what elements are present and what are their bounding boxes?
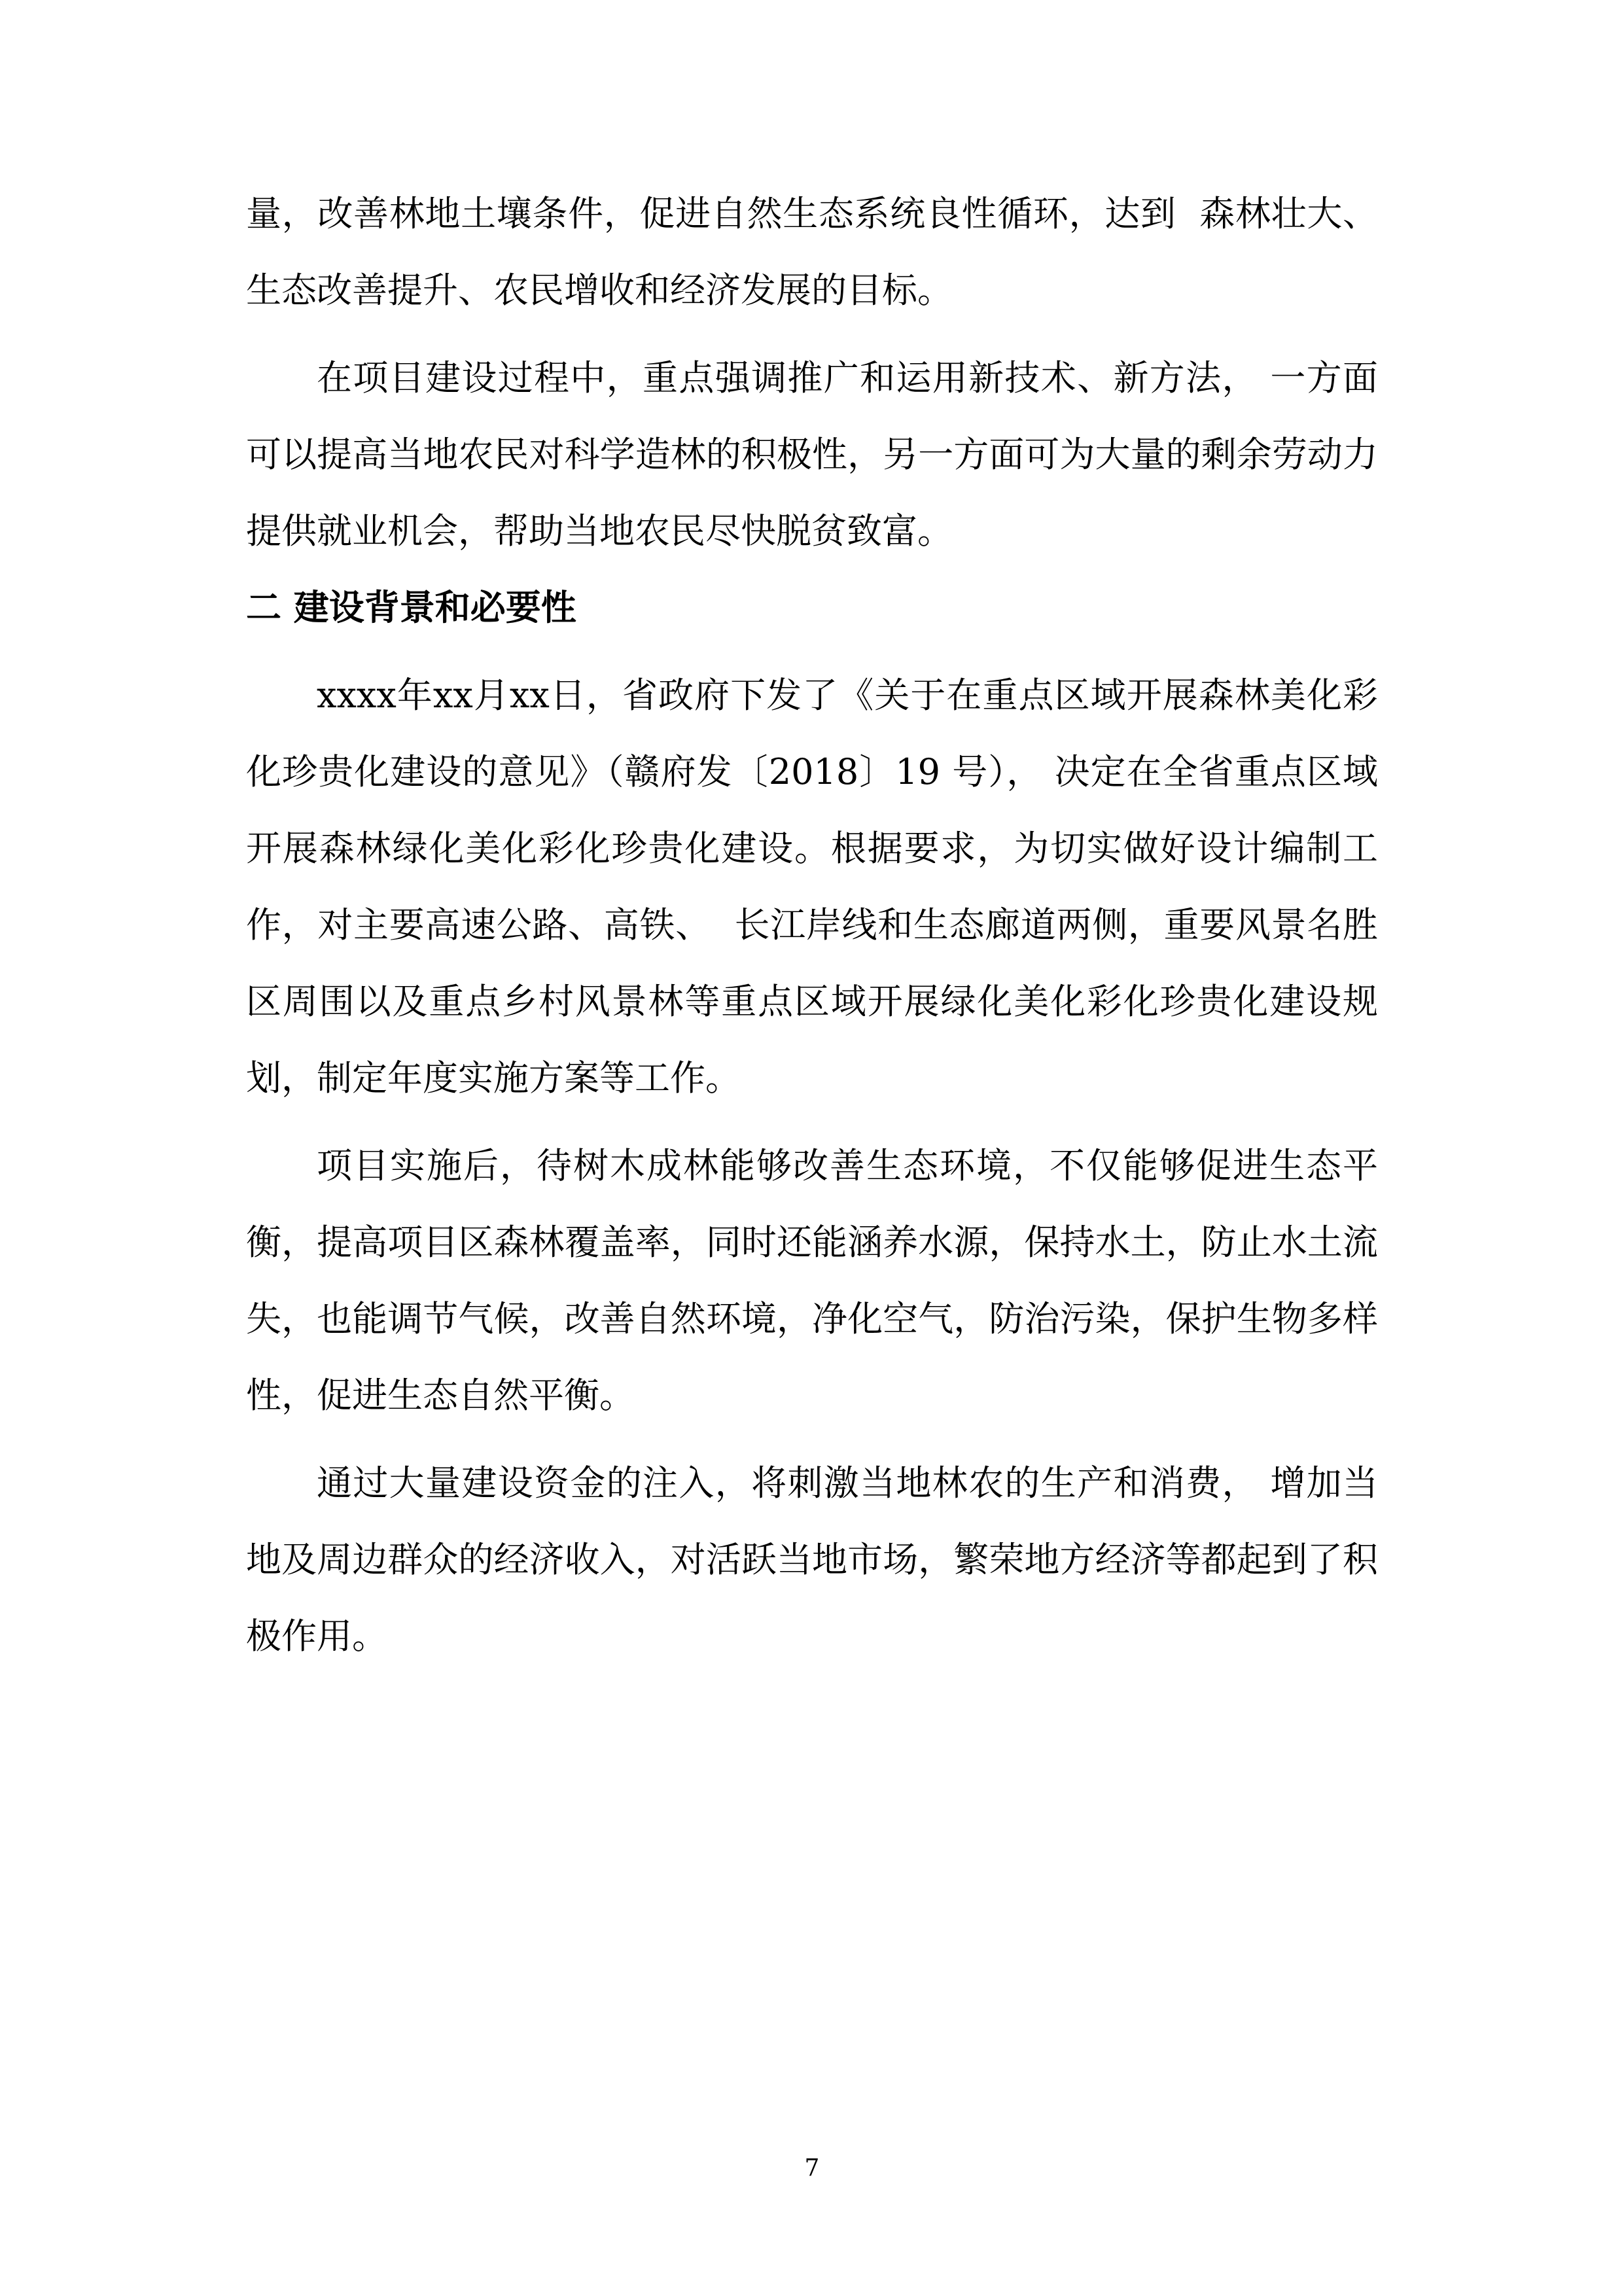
paragraph-ecological-benefits: 项目实施后，待树木成林能够改善生态环境，不仅能够促进生态平衡，提高项目区森林覆盖率，同时还能涵养水源，保持水土，防止水土流失，也能调节气候，改善自然环境，净化空气，防治污染，保护生物多样性，促进生态自然平衡。: [246, 1145, 1378, 1416]
section-heading: 二 建设背景和必要性: [246, 586, 576, 628]
paragraph-continued: 量，改善林地土壤条件，促进自然生态系统良性循环，达到 森林壮大、生态改善提升、农民增收和经济发展的目标。: [246, 193, 1378, 311]
paragraph-background: xxxx年xx月xx日，省政府下发了《关于在重点区域开展森林美化彩化珍贵化建设的意见》（赣府发〔2018〕19 号）， 决定在全省重点区域开展森林绿化美化彩化珍贵化建设。根据要求，为切实做好设计编制工作，对主要高速公路、高铁、 长江岸线和生态廊道两侧，重要风景名胜区周围以及重点乡村风景林等重点区域开展绿化美化彩化珍贵化建设规划，制定年度实施方案等工作。: [246, 675, 1378, 1099]
paragraph-economic-benefits: 通过大量建设资金的注入，将刺激当地林农的生产和消费， 增加当地及周边群众的经济收入，对活跃当地市场，繁荣地方经济等都起到了积极作用。: [246, 1462, 1378, 1657]
paragraph-project-construction: 在项目建设过程中，重点强调推广和运用新技术、新方法， 一方面可以提高当地农民对科学造林的积极性，另一方面可为大量的剩余劳动力提供就业机会，帮助当地农民尽快脱贫致富。: [246, 357, 1378, 552]
page-number: 7: [804, 2155, 820, 2181]
page-body: [246, 175, 1378, 1674]
